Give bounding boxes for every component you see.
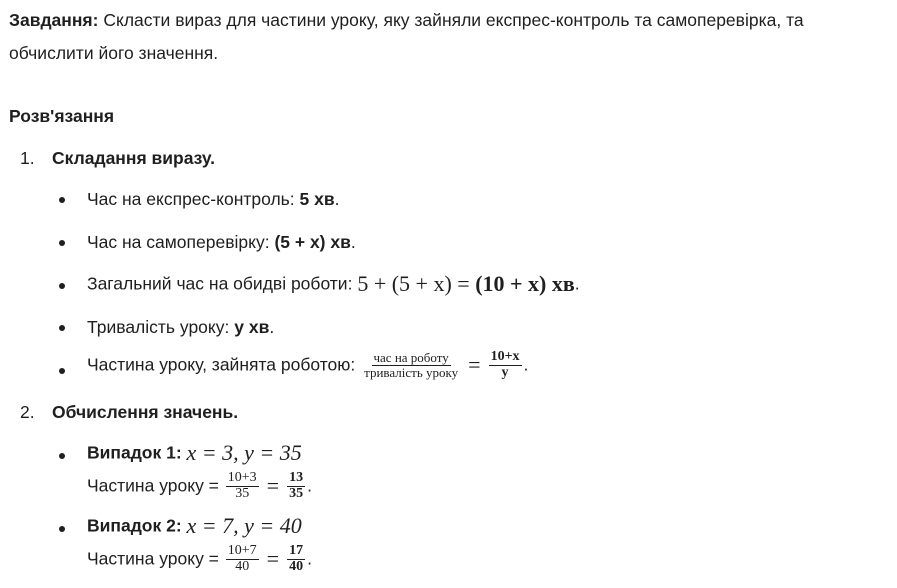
- total-expr: 5 + (5 + x) =: [357, 271, 476, 296]
- result-fraction: $\frac{10+x}{y}$: [490, 349, 520, 380]
- step1-number: 1.: [20, 148, 35, 168]
- bullet-case2: [59, 526, 65, 532]
- case1-result: $\frac{13}{35}$: [289, 470, 304, 501]
- step1-title: Складання виразу.: [52, 148, 215, 168]
- total-result: (10 + x) хв: [475, 271, 575, 296]
- step1-bullet-3: Загальний час на обидві роботи: 5 + (5 + x) = (10 + x) хв.: [87, 271, 580, 296]
- step1-bullet-2: Час на самоперевірку: (5 + x) хв.: [87, 232, 356, 252]
- step1-bullet-4: Тривалість уроку: y хв.: [87, 317, 275, 337]
- step1-bullet-1: Час на експрес-контроль: 5 хв.: [87, 189, 340, 209]
- task-label: Завдання:: [9, 10, 99, 30]
- case1-values: x = 3, y = 35: [186, 440, 302, 465]
- bullet-3: [59, 283, 65, 289]
- case2-line: Випадок 2: x = 7, y = 40: [87, 513, 302, 538]
- step2-number: 2.: [20, 402, 35, 422]
- step1-bullet-5: Частина уроку, зайнята роботою: $\frac{\text{час на роботу}}{\text{тривалість уроку}}$ = $\frac{10+x}{y}$ .: [87, 349, 529, 380]
- case2-part: Частина уроку = $\frac{10+7}{40}$ = $\frac{17}{40}$ .: [87, 543, 312, 574]
- bullet-case1: [59, 453, 65, 459]
- solution-heading: Розв'язання: [9, 106, 115, 126]
- bullet-1: [59, 197, 65, 203]
- step2-title: Обчислення значень.: [52, 402, 239, 422]
- case1-part: Частина уроку = $\frac{10+3}{35}$ = $\frac{13}{35}$ .: [87, 470, 312, 501]
- task-line-1: [9, 10, 804, 31]
- ratio-fraction: $\frac{\text{час на роботу}}{\text{тривалість уроку}}$: [364, 350, 459, 380]
- bullet-4: [59, 325, 65, 331]
- case1-line: Випадок 1: x = 3, y = 35: [87, 440, 302, 465]
- case1-fraction: $\frac{10+3}{35}$: [227, 470, 257, 501]
- bullet-5: [59, 368, 65, 374]
- case2-fraction: $\frac{10+7}{40}$: [227, 543, 257, 574]
- bullet-2: [59, 240, 65, 246]
- task-text-2: обчислити його значення.: [9, 43, 219, 63]
- task-text-1: Скласти вираз для частини уроку, яку зайняли експрес-контроль та самоперевірка, та: [103, 10, 804, 30]
- task-line-2: [9, 43, 218, 64]
- case2-result: $\frac{17}{40}$: [289, 543, 304, 574]
- case2-values: x = 7, y = 40: [186, 513, 302, 538]
